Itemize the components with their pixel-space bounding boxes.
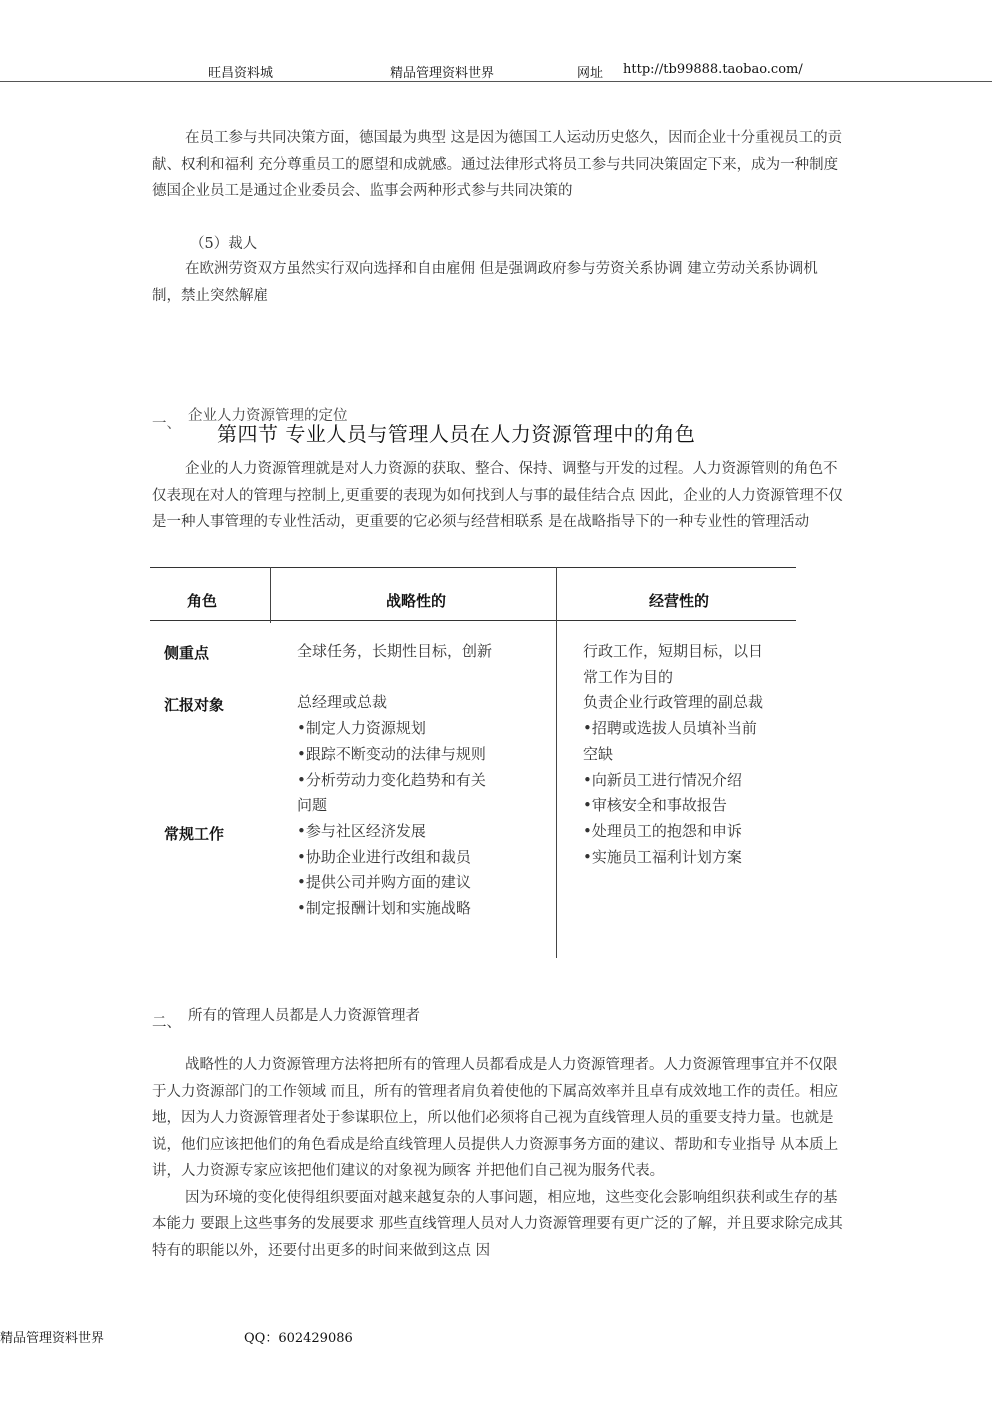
footer-left: 精品管理资料世界 — [0, 1331, 105, 1346]
table-header-rule — [150, 620, 796, 621]
table-header-role: 角色 — [187, 592, 218, 610]
strategic-line: •参与社区经济发展 — [297, 821, 426, 840]
operational-line: •向新员工进行情况介绍 — [583, 770, 742, 789]
intro-block — [152, 125, 844, 205]
intro-paragraph: 在员工参与共同决策方面，德国最为典型 这是因为德国工人运动历史悠久，因而企业十分重视员工的贡献、权利和福利 充分尊重员工的愿望和成就感。通过法律形式将员工参与共同决策固定下来，成为一种制度 德国企业员工是通过企业委员会、监事会两种形式参与共同决策的 — [152, 130, 843, 199]
strategic-line: 总经理或总裁 — [297, 693, 388, 712]
table-divider-right — [556, 567, 557, 958]
section1-paragraph: 企业的人力资源管理就是对人力资源的获取、整合、保持、调整与开发的过程。人力资源管则的角色不仅表现在对人的管理与控制上,更重要的表现为如何找到人与事的最佳结合点 因此，企业的人力资源管理不仅是一种人事管理的专业性活动，更重要的它必须与经营相联系 是在战略指导下的一种专业性的管理活动 — [152, 461, 843, 530]
strategic-line: •提供公司并购方面的建议 — [297, 873, 471, 892]
section-title: 第四节 专业人员与管理人员在人力资源管理中的角色 — [217, 422, 696, 446]
header-rule — [0, 81, 992, 82]
strategic-line: •制定报酬计划和实施战略 — [297, 899, 471, 918]
operational-line: 常工作为目的 — [583, 667, 674, 686]
operational-line: 空缺 — [583, 744, 614, 763]
operational-line: 行政工作，短期目标，以日 — [583, 642, 764, 660]
operational-line: 负责企业行政管理的副总裁 — [583, 693, 764, 712]
section1-number: 一、 — [152, 416, 181, 432]
strategic-line: •分析劳动力变化趋势和有关 — [297, 770, 486, 789]
row-head-report-to: 汇报对象 — [164, 696, 225, 714]
section2-paragraph: 战略性的人力资源管理方法将把所有的管理人员都看成是人力资源管理者。人力资源管理事宜并不仅限于人力资源部门的工作领域 而且，所有的管理者肩负着使他的下属高效率并且卓有成效地工作的责任。相应地，因为人力资源管理者处于参谋职位上，所以他们必须将自己视为直线管理人员的重要支持力量。也就是说，他们应该把他们的角色看成是给直线管理人员提供人力资源事务方面的建议、帮助和专业指导 从本质上讲，人力资源专家应该把他们建议的对象视为顾客 并把他们自己视为服务代表。 — [152, 1057, 839, 1179]
header-left: 旺昌资料城 — [208, 66, 274, 81]
table-top-rule — [150, 567, 796, 568]
operational-line: •审核安全和事故报告 — [583, 796, 727, 815]
strategic-line: 全球任务，长期性目标，创新 — [297, 642, 493, 660]
operational-column — [583, 639, 763, 870]
section1-heading: 企业人力资源管理的定位 — [188, 408, 348, 424]
strategic-column — [297, 639, 492, 922]
item5-label: （5）裁人 — [190, 236, 258, 252]
strategic-line: •制定人力资源规划 — [297, 719, 426, 738]
footer-qq: QQ：602429086 — [244, 1331, 353, 1346]
operational-line: •招聘或选拔人员填补当前 — [583, 719, 757, 738]
section2-paragraph: 因为环境的变化使得组织要面对越来越复杂的人事问题，相应地，这些变化会影响组织获利或生存的基本能力 要跟上这些事务的发展要求 那些直线管理人员对人力资源管理要有更广泛的了解，并且要求除完成其特有的职能以外，还要付出更多的时间来做到这点 因 — [152, 1189, 843, 1259]
strategic-line: •协助企业进行改组和裁员 — [297, 847, 471, 866]
strategic-line: •跟踪不断变动的法律与规则 — [297, 744, 486, 763]
header-url-label: 网址 — [577, 66, 604, 81]
section2-block — [152, 1052, 844, 1264]
header-center: 精品管理资料世界 — [390, 66, 495, 81]
section2-number: 二、 — [152, 1015, 181, 1031]
item5-block — [152, 256, 844, 309]
section1-block — [152, 456, 844, 536]
operational-line: •处理员工的抱怨和申诉 — [583, 821, 742, 840]
strategic-line: 问题 — [297, 796, 328, 815]
row-head-focus: 侧重点 — [164, 644, 210, 662]
strategic-line — [297, 665, 492, 691]
table-header-operational: 经营性的 — [649, 592, 710, 610]
row-head-routine-work: 常规工作 — [164, 825, 225, 843]
item5-text: 在欧洲劳资双方虽然实行双向选择和自由雇佣 但是强调政府参与劳资关系协调 建立劳动关系协调机制，禁止突然解雇 — [152, 261, 818, 304]
header-url: http://tb99888.taobao.com/ — [623, 62, 803, 77]
table-header-strategic: 战略性的 — [386, 592, 447, 610]
operational-line: •实施员工福利计划方案 — [583, 847, 742, 866]
section2-heading: 所有的管理人员都是人力资源管理者 — [188, 1008, 420, 1024]
table-divider-left — [270, 567, 271, 623]
